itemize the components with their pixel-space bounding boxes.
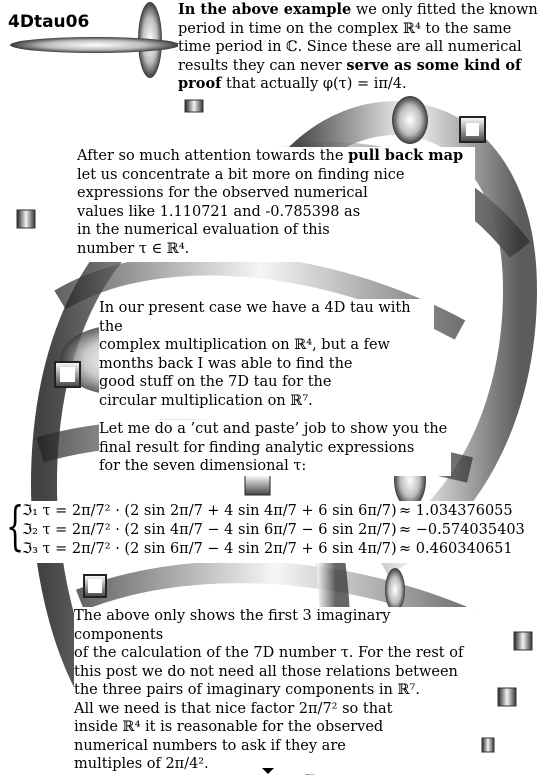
left-brace: { (6, 497, 25, 557)
text-line: inside ℝ⁴ it is reasonable for the observed (74, 719, 384, 735)
text-line: of the calculation of the 7D number τ. For the rest of (74, 645, 464, 661)
tau-4d-paragraph (99, 299, 434, 410)
text-line: good stuff on the 7D tau for the (99, 374, 332, 390)
text-line: final result for finding analytic expressions (99, 439, 415, 456)
pullback-bold: pull back map (348, 147, 464, 164)
text-line: The above only shows the first 3 imaginary components (74, 608, 391, 643)
text-line: let us concentrate a bit more on finding nice (77, 166, 405, 183)
intro-bold-1: In the above example (178, 1, 352, 18)
equation-lhs: ℑ₃ τ = 2π/7² · (2 sin 6π/7 − 4 sin 2π/7 + 6 sin 4π/7) (22, 541, 397, 557)
text-line: this post we do not need all those relations between (74, 663, 458, 680)
text-line: complex multiplication on ℝ⁴, but a few (99, 337, 390, 353)
text-line: After so much attention towards the pull back map (77, 147, 464, 164)
intro-text-1: we only fitted the known period in time on the complex ℝ⁴ to the same time period in ℂ. Since these are all numerical results they can never (178, 2, 538, 74)
text-line: circular multiplication on ℝ⁷. (99, 392, 313, 409)
text-line: for the seven dimensional τ: (99, 458, 307, 474)
text-line: In our present case we have a 4D tau with the (99, 300, 411, 335)
cut-paste-paragraph (99, 420, 451, 476)
equation-value: ≈ −0.574035403 (399, 522, 525, 538)
text-line: multiples of 2π/4². (74, 756, 209, 772)
text-line: number τ ∈ ℝ⁴. (77, 240, 190, 257)
intro-paragraph (178, 1, 538, 94)
equation-block (6, 497, 541, 563)
text-line: All we need is that nice factor 2π/7² so that (74, 700, 393, 717)
equation-lhs: ℑ₁ τ = 2π/7² · (2 sin 2π/7 + 4 sin 4π/7 + 6 sin 6π/7) (22, 503, 397, 519)
pullback-paragraph (77, 147, 475, 262)
text-line: values like 1.110721 and -0.785398 as (77, 203, 361, 220)
intro-text-2: that actually φ(τ) = iπ/4. (221, 76, 407, 92)
intro-bold-2: serve as some kind of proof (178, 56, 522, 92)
text-line: numerical numbers to ask if they are (74, 737, 346, 754)
equation-lhs: ℑ₂ τ = 2π/7² · (2 sin 4π/7 − 4 sin 6π/7 − 6 sin 2π/7) (22, 522, 397, 538)
equation-value: ≈ 0.460340651 (399, 541, 513, 557)
site-logo: 4Dtau06 (8, 12, 90, 32)
text-line: months back I was able to find the (99, 355, 353, 372)
text-line: the three pairs of imaginary components in ℝ⁷. (74, 682, 420, 698)
text-line: Let me do a ’cut and paste’ job to show you the (99, 421, 448, 437)
text-line: in the numerical evaluation of this (77, 222, 330, 238)
equation-value: ≈ 1.034376055 (399, 503, 513, 519)
next-arrow-icon[interactable] (262, 768, 274, 774)
bevel-square (460, 117, 485, 142)
conclusion-paragraph (74, 607, 474, 774)
text-line: expressions for the observed numerical (77, 185, 368, 201)
